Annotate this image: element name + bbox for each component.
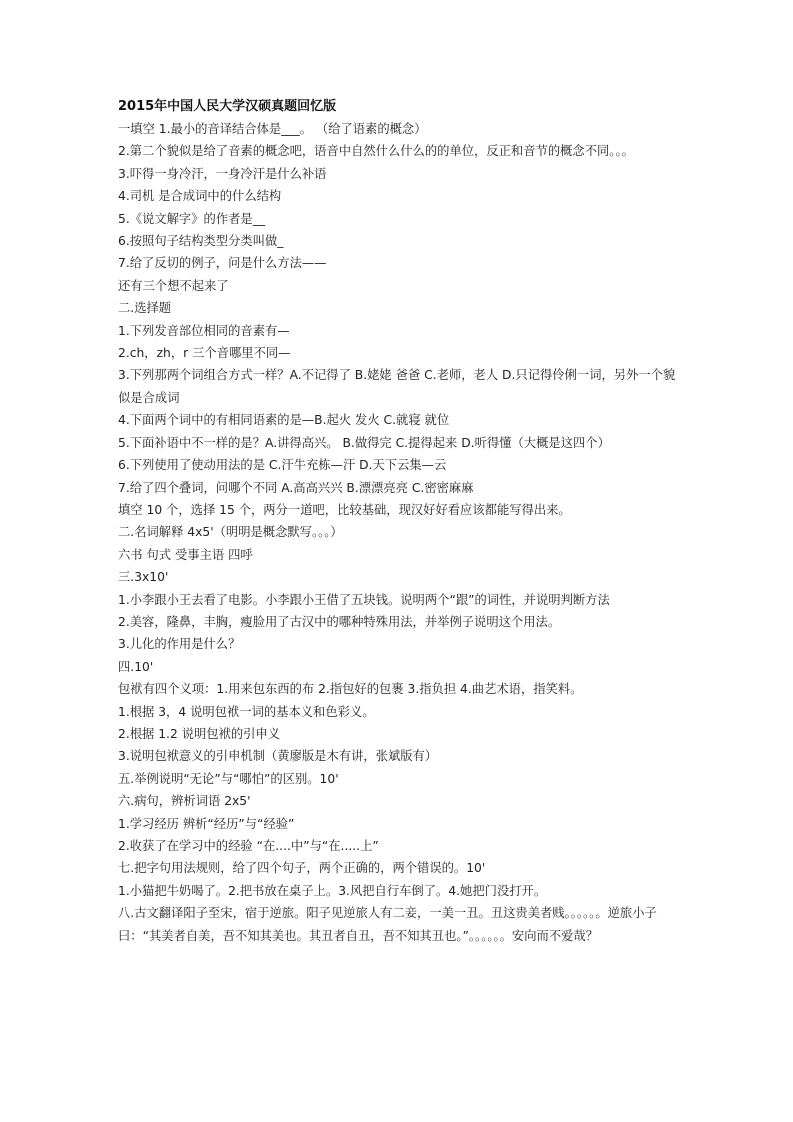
text-line: 还有三个想不起来了 [118,278,229,293]
text-line: 4.司机 是合成词中的什么结构 [118,189,282,204]
text-line: 7.给了四个叠词，问哪个不同 A.高高兴兴 B.漂漂亮亮 C.密密麻麻 [118,480,474,495]
text-line: 6.按照句子结构类型分类叫做_ [118,234,284,249]
text-line: 5.《说文解字》的作者是__ [118,211,265,226]
document-title: 2015年中国人民大学汉硕真题回忆版 [118,99,337,114]
text-line: 1.小猫把牛奶喝了。2.把书放在桌子上。3.风把自行车倒了。4.她把门没打开。 [118,883,547,898]
text-line: 2.ch，zh，r 三个音哪里不同— [118,346,291,361]
text-line: 2.收获了在学习中的经验 “在....中”与“在.....上” [118,839,379,853]
text-line: 3.儿化的作用是什么？ [118,637,241,652]
section-heading-five: 五.举例说明“无论”与“哪怕”的区别。10' [118,771,339,786]
text-line: 1.小李跟小王去看了电影。小李跟小王借了五块钱。说明两个“跟”的词性，并说明判断方法 [118,592,610,607]
text-line: 六书 句式 受事主语 四呼 [118,547,253,562]
text-line: 1.学习经历 辨析“经历”与“经验” [118,816,295,831]
section-heading-four: 四.10' [118,659,154,674]
text-line: 3.说明包袱意义的引申机制（黄廖版是木有讲，张斌版有） [118,749,438,764]
text-line: 包袱有四个义项：1.用来包东西的布 2.指包好的包裹 3.指负担 4.曲艺术语，指笑料。 [118,682,583,697]
text-line: 6.下列使用了使动用法的是 C.汗牛充栋—汗 D.天下云集—云 [118,458,447,473]
section-heading-eight: 八.古文翻译阳子至宋，宿于逆旅。阳子见逆旅人有二妾，一美一丑。丑这贵美者贱。。。。。。逆旅小子曰：“其美者自美，吾不知其美也。其丑者自丑，吾不知其丑也。”。。。。。。安向而不爱哉？ [118,906,657,943]
text-line: 7.给了反切的例子，问是什么方法—— [118,256,327,271]
fill-blank-heading: 一填空 1.最小的音译结合体是___。 （给了语素的概念） [118,122,427,136]
text-line: 1.根据 3，4 说明包袱一词的基本义和色彩义。 [118,704,375,719]
text-line: 2.美容，隆鼻，丰胸，瘦脸用了古汉中的哪种特殊用法，并举例子说明这个用法。 [118,614,561,629]
text-line: 3.下列那两个词组合方式一样？A.不记得了 B.姥姥 爸爸 C.老师，老人 D.只记得伶俐一词，另外一个貌似是合成词 [118,368,676,405]
section-heading-six: 六.病句，辨析词语 2x5' [118,794,251,809]
section-heading-seven: 七.把字句用法规则，给了四个句子，两个正确的，两个错误的。10' [118,861,486,876]
section-heading-choice: 二.选择题 [118,301,172,316]
section-heading-terms: 二.名词解释 4x5'（明明是概念默写。。。） [118,525,343,540]
text-line: 2.根据 1.2 说明包袱的引申义 [118,726,281,741]
document-body [118,96,678,947]
text-line: 4.下面两个词中的有相同语素的是—B.起火 发火 C.就寝 就位 [118,413,450,428]
text-line: 5.下面补语中不一样的是？A.讲得高兴。 B.做得完 C.提得起来 D.听得懂（大概是这四个） [118,435,610,450]
section-heading-three: 三.3x10' [118,570,169,585]
text-line: 填空 10 个，选择 15 个，两分一道吧，比较基础，现汉好好看应该都能写得出来。 [118,502,571,517]
text-line: 2.第二个貌似是给了音素的概念吧，语音中自然什么什么的的单位，反正和音节的概念不同。。。 [118,144,634,159]
text-line: 3.吓得一身冷汗，一身冷汗是什么补语 [118,166,327,181]
text-line: 1.下列发音部位相同的音素有— [118,323,290,338]
